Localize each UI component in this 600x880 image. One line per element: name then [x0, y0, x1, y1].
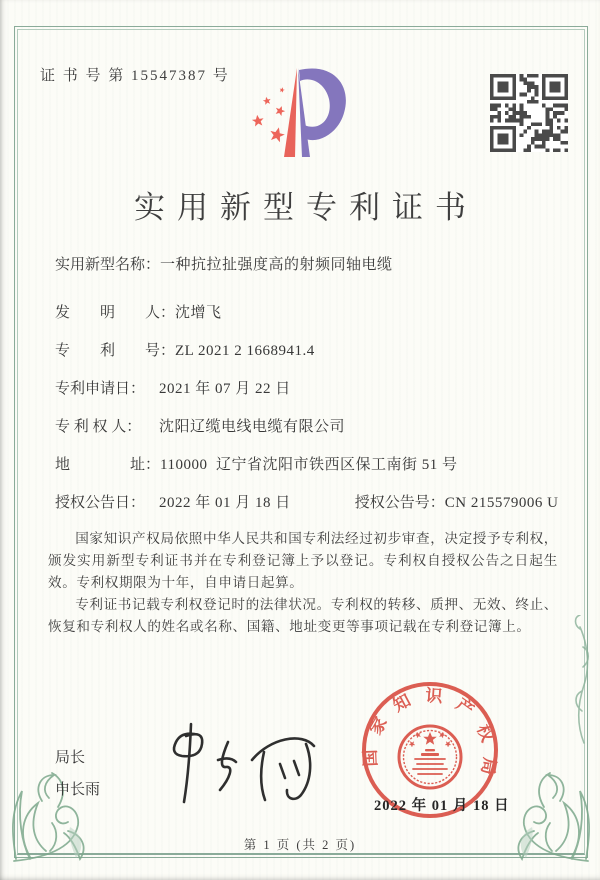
- legal-paragraph-1: 国家知识产权局依照中华人民共和国专利法经过初步审查，决定授予专利权，颁发实用新型专利证书并在专利登记簿上予以登记。专利权自授权公告之日起生效。专利权期限为十年，自申请日起算。: [48, 531, 558, 590]
- field-label: 发 明 人：: [55, 305, 176, 321]
- director-signature: [156, 720, 321, 808]
- field-label: 授权公告号：: [354, 495, 445, 511]
- field-row-filing-date: [55, 379, 560, 399]
- field-row-name: [55, 255, 560, 275]
- grant-date-stamp: 2022 年 01 月 18 日: [374, 798, 510, 814]
- officer-block: [55, 742, 100, 806]
- legal-paragraph-2: 专利证书记载专利权登记时的法律状况。专利权的转移、质押、无效、终止、恢复和专利权人的姓名或名称、国籍、地址变更等事项记载在专利登记簿上。: [48, 597, 558, 634]
- certificate-title: 实用新型专利证书: [134, 190, 478, 225]
- field-row-grant: [55, 493, 560, 513]
- field-list: [55, 255, 560, 531]
- field-label: 地 址：: [55, 457, 161, 473]
- field-value: 2021 年 07 月 22 日: [159, 381, 291, 397]
- qr-code: [490, 74, 568, 152]
- field-row-address: [55, 455, 560, 475]
- cnipa-logo: [240, 58, 355, 162]
- page-footer: 第 1 页 (共 2 页): [243, 838, 357, 852]
- field-label: 专 利 号：: [55, 343, 176, 359]
- officer-title: 局长: [55, 749, 86, 766]
- field-row-patent-number: [55, 341, 560, 361]
- field-label: 实用新型名称：: [55, 257, 161, 273]
- seal-text: 国家知识产权局: [360, 686, 500, 777]
- field-value: 一种抗拉扯强度高的射频同轴电缆: [160, 257, 393, 273]
- officer-name: 申长雨: [55, 781, 101, 798]
- grant-date-value: 2022 年 01 月 18 日: [159, 495, 291, 511]
- grant-number-value: CN 215579006 U: [444, 495, 559, 511]
- logo-stars: [251, 87, 286, 143]
- field-label: 专 利 权 人：: [55, 419, 142, 435]
- field-value: 沈阳辽缆电线电缆有限公司: [159, 419, 346, 435]
- field-label: 专利申请日：: [55, 381, 146, 397]
- field-value: 沈增飞: [175, 305, 222, 321]
- legal-text: [48, 528, 558, 638]
- field-row-inventor: [55, 303, 560, 323]
- field-row-patentee: [55, 417, 560, 437]
- certificate-number: 证 书 号 第 15547387 号: [40, 68, 230, 84]
- field-value: ZL 2021 2 1668941.4: [175, 343, 315, 359]
- field-value: 110000 辽宁省沈阳市铁西区保工南街 51 号: [160, 457, 458, 473]
- field-label: 授权公告日：: [55, 495, 146, 511]
